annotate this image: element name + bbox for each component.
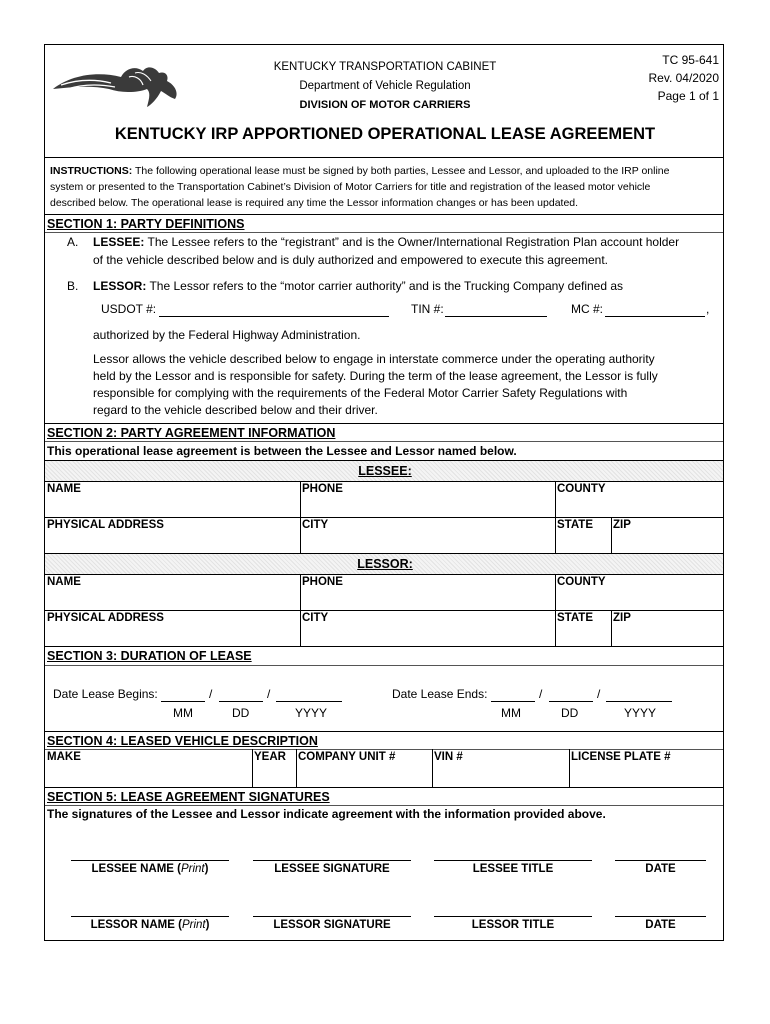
lessor-term: LESSOR: [93, 279, 147, 293]
page-title: KENTUCKY IRP APPORTIONED OPERATIONAL LEASE AGREEMENT [114, 125, 656, 143]
lessee-term: LESSEE: [93, 235, 145, 249]
lessor-para-line-1: Lessor allows the vehicle described below to engage in interstate commerce under the operating authority [93, 352, 655, 366]
ends-day-field[interactable] [549, 688, 593, 702]
lessee-zip-field[interactable]: ZIP [613, 519, 631, 531]
lessor-para-line-4: regard to the vehicle described below and their driver. [93, 403, 378, 417]
lessor-title-label: LESSOR TITLE [471, 919, 555, 931]
agency-name: KENTUCKY TRANSPORTATION CABINET [273, 61, 497, 73]
instructions-line-3: described below. The operational lease is required any time the Lessor information changes or has been updated. [50, 197, 579, 209]
lessee-title-line[interactable] [434, 860, 592, 861]
vehicle-year-field[interactable]: YEAR [254, 751, 286, 763]
lessee-date-label: DATE [645, 863, 676, 875]
begins-day-field[interactable] [219, 688, 263, 702]
lessor-signature-label: LESSOR SIGNATURE [273, 919, 391, 931]
section-3-title: SECTION 3: DURATION OF LEASE [47, 649, 252, 663]
lessor-phone-field[interactable]: PHONE [302, 576, 343, 588]
begins-yyyy-hint: YYYY [295, 706, 328, 720]
ends-slash-2: / [597, 687, 601, 701]
lessee-name-text: LESSEE NAME [91, 863, 174, 875]
tin-label: TIN #: [411, 302, 444, 316]
section-2-subtitle: This operational lease agreement is between the Lessee and Lessor named below. [47, 444, 517, 458]
authorized-text: authorized by the Federal Highway Administration. [93, 328, 361, 342]
ends-dd-hint: DD [561, 706, 579, 720]
lessee-name-label: LESSEE NAME (Print) [91, 863, 209, 875]
lessee-phone-field[interactable]: PHONE [302, 483, 343, 495]
instructions-line-2: system or presented to the Transportation Cabinet’s Division of Motor Carriers for title and registration of the leased motor vehicle [50, 181, 651, 193]
form-number: TC 95-641 [662, 53, 719, 67]
lessor-title-line[interactable] [434, 916, 592, 917]
instructions-label: INSTRUCTIONS: [50, 165, 133, 177]
license-plate-field[interactable]: LICENSE PLATE # [571, 751, 671, 763]
begins-slash-2: / [267, 687, 271, 701]
vehicle-make-field[interactable]: MAKE [47, 751, 81, 763]
begins-mm-hint: MM [173, 706, 193, 720]
mc-label: MC #: [571, 302, 604, 316]
lessee-name-line[interactable] [71, 860, 229, 861]
section-5-subtitle: The signatures of the Lessee and Lessor indicate agreement with the information provided above. [47, 807, 606, 821]
begins-dd-hint: DD [232, 706, 250, 720]
lessor-heading: LESSOR: [357, 557, 413, 571]
lessee-name-field[interactable]: NAME [47, 483, 81, 495]
lessor-signature-line[interactable] [253, 916, 411, 917]
ends-month-field[interactable] [491, 688, 535, 702]
item-a-line-1 [93, 234, 679, 251]
usdot-label: USDOT #: [101, 302, 157, 316]
page-number: Page 1 of 1 [657, 89, 719, 103]
lessee-address-field[interactable]: PHYSICAL ADDRESS [47, 519, 164, 531]
tin-field[interactable] [445, 301, 547, 317]
vin-field[interactable]: VIN # [434, 751, 463, 763]
ends-yyyy-hint: YYYY [624, 706, 657, 720]
division-name: DIVISION OF MOTOR CARRIERS [299, 99, 471, 111]
lessor-name-line[interactable] [71, 916, 229, 917]
lessee-state-field[interactable]: STATE [557, 519, 593, 531]
lessee-heading: LESSEE: [358, 464, 412, 478]
lessor-state-field[interactable]: STATE [557, 612, 593, 624]
lessor-city-field[interactable]: CITY [302, 612, 329, 624]
lessee-signature-label: LESSEE SIGNATURE [274, 863, 390, 875]
lessee-definition: The Lessee refers to the “registrant” and is the Owner/International Registration Plan account holder [147, 235, 680, 249]
lessee-county-field[interactable]: COUNTY [557, 483, 606, 495]
ends-year-field[interactable] [606, 688, 672, 702]
lessor-date-label: DATE [645, 919, 676, 931]
lessor-name-text: LESSOR NAME [90, 919, 175, 931]
section-5-title: SECTION 5: LEASE AGREEMENT SIGNATURES [47, 790, 330, 804]
lessee-print-hint: Print [180, 863, 205, 875]
form-frame [44, 44, 724, 941]
begins-year-field[interactable] [276, 688, 342, 702]
lessor-name-field[interactable]: NAME [47, 576, 81, 588]
lessor-definition: The Lessor refers to the “motor carrier authority” and is the Trucking Company defined as [149, 279, 624, 293]
department-name: Department of Vehicle Regulation [299, 80, 471, 92]
lessor-name-label: LESSOR NAME (Print) [90, 919, 210, 931]
begins-month-field[interactable] [161, 688, 205, 702]
lessor-date-line[interactable] [615, 916, 706, 917]
lessor-county-field[interactable]: COUNTY [557, 576, 606, 588]
lessee-date-line[interactable] [615, 860, 706, 861]
mc-field[interactable] [605, 301, 705, 317]
item-b-line-1 [93, 278, 623, 295]
item-a-marker: A. [67, 235, 79, 249]
lessee-title-label: LESSEE TITLE [472, 863, 554, 875]
lessor-zip-field[interactable]: ZIP [613, 612, 631, 624]
lease-begins-label: Date Lease Begins: [53, 687, 158, 701]
lease-ends-label: Date Lease Ends: [392, 687, 488, 701]
lessor-address-field[interactable]: PHYSICAL ADDRESS [47, 612, 164, 624]
item-a-line-2: of the vehicle described below and is duly authorized and empowered to execute this agreement. [93, 253, 608, 267]
section-4-title: SECTION 4: LEASED VEHICLE DESCRIPTION [47, 734, 318, 748]
lessor-para-line-2: held by the Lessor and is responsible for safety. During the term of the lease agreement, the Lessor is fully [93, 369, 658, 383]
ends-mm-hint: MM [501, 706, 521, 720]
lessee-city-field[interactable]: CITY [302, 519, 329, 531]
lessor-print-hint: Print [181, 919, 206, 931]
usdot-field[interactable] [159, 301, 389, 317]
mc-suffix: , [706, 302, 710, 316]
ends-slash-1: / [539, 687, 543, 701]
lessee-signature-line[interactable] [253, 860, 411, 861]
instructions [50, 163, 670, 211]
company-unit-field[interactable]: COMPANY UNIT # [298, 751, 396, 763]
section-1-title: SECTION 1: PARTY DEFINITIONS [47, 217, 245, 231]
begins-slash-1: / [209, 687, 213, 701]
revision-date: Rev. 04/2020 [648, 71, 719, 85]
horse-logo-icon [51, 59, 183, 114]
section-2-title: SECTION 2: PARTY AGREEMENT INFORMATION [47, 426, 336, 440]
instructions-line-1: The following operational lease must be signed by both parties, Lessee and Lessor, and uploaded to the IRP online [134, 165, 670, 177]
item-b-marker: B. [67, 279, 79, 293]
lessor-para-line-3: responsible for complying with the requirements of the Federal Motor Carrier Safety Regulations with [93, 386, 628, 400]
